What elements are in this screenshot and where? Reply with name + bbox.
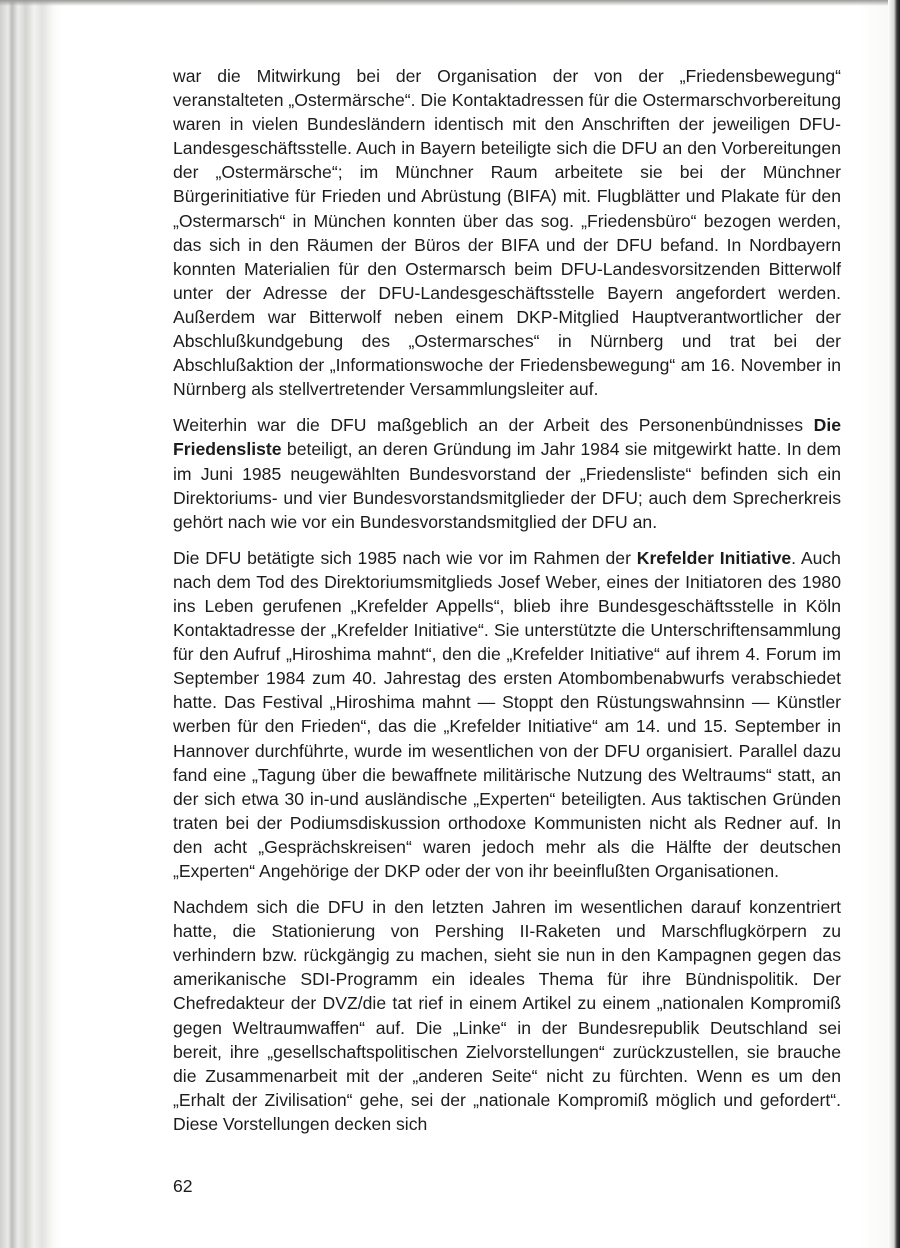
paragraph-text: beteiligt, an deren Gründung im Jahr 1984 sie mitgewirkt hatte. In dem im Juni 1985 neugewählten Bundesvorstand der „Friedensliste“ befinden sich ein Direktoriums- und vier Bundesvorstandsmitglieder der DFU; auch dem Sprecherkreis gehört nach wie vor ein Bundesvorstandsmitglied der DFU an. xyxy=(173,439,841,532)
paragraph-sdi-programm xyxy=(173,895,841,1136)
bold-term-friedensliste: Die Friedensliste xyxy=(173,415,841,460)
book-edge-right xyxy=(888,0,900,1248)
paragraph-krefelder-initiative xyxy=(173,546,841,883)
paragraph-ostermarsch xyxy=(173,64,841,401)
page-number: 62 xyxy=(173,1176,193,1196)
paragraph-friedensliste xyxy=(173,413,841,533)
paragraph-text: Weiterhin war die DFU maßgeblich an der Arbeit des Personenbündnisses xyxy=(173,415,814,436)
paragraph-text: Die DFU betätigte sich 1985 nach wie vor im Rahmen der xyxy=(173,547,637,568)
paragraph-text: . Auch nach dem Tod des Direktoriumsmitglieds Josef Weber, eines der Initiatoren des 1980 ins Leben gerufenen „Krefelder Appells“, blieb ihre Bundesgeschäftsstelle in Köln Kontaktadresse der „Krefelder Initiative“. Sie unterstützte die Unterschriftensammlung für den Aufruf „Hiroshima mahnt“, den die „Krefelder Initiative“ auf ihrem 4. Forum im September 1984 zum 40. Jahrestag des ersten Atombombenabwurfs verabschiedet hatte. Das Festival „Hiroshima mahnt — Stoppt den Rüstungswahnsinn — Künstler werben für den Frieden“, das die „Krefelder Initiative“ am 14. und 15. September in Hannover durchführte, wurde im wesentlichen von der DFU organisiert. Parallel dazu fand eine „Tagung über die bewaffnete militärische Nutzung des Weltraums“ statt, an der sich etwa 30 in-und ausländische „Experten“ beteiligten. Aus taktischen Gründen traten bei der Podiumsdiskussion orthodoxe Kommunisten nicht als Redner auf. In den acht „Gesprächskreisen“ waren jedoch mehr als die Hälfte der deutschen „Experten“ Angehörige der DKP oder der von ihr beeinflußten Organisationen. xyxy=(173,547,841,881)
paragraph-text: war die Mitwirkung bei der Organisation der von der „Friedensbewegung“ veranstalteten „Ostermärsche“. Die Kontaktadressen für die Ostermarschvorbereitung waren in vielen Bundesländern identisch mit den Anschriften der jeweiligen DFU- Landesgeschäftsstelle. Auch in Bayern beteiligte sich die DFU an den Vorbereitungen der „Ostermärsche“; im Münchner Raum arbeitete sie bei der Münchner Bürgerinitiative für Frieden und Abrüstung (BIFA) mit. Flugblätter und Plakate für den „Ostermarsch“ in München konnten über das sog. „Friedensbüro“ bezogen werden, das sich in den Räumen der Büros der BIFA und der DFU befand. In Nordbayern konnten Materialien für den Ostermarsch beim DFU-Landesvorsitzenden Bitterwolf unter der Adresse der DFU-Landesgeschäftsstelle Bayern angefordert werden. Außerdem war Bitterwolf neben einem DKP-Mitglied Hauptverantwortlicher der Abschlußkundgebung des „Ostermarsches“ in Nürnberg und trat bei der Abschlußaktion der „Informationswoche der Friedensbewegung“ am 16. November in Nürnberg als stellvertretender Versammlungsleiter auf. xyxy=(173,66,841,400)
body-text xyxy=(173,64,841,1148)
book-spine-shadow-left xyxy=(0,0,62,1248)
paragraph-text: Nachdem sich die DFU in den letzten Jahren im wesentlichen darauf konzentriert hatte, die Stationierung von Pershing II-Raketen und Marschflugkörpern zu verhindern bzw. rückgängig zu machen, sieht sie nun in den Kampagnen gegen das amerikanische SDI-Programm ein ideales Thema für ihre Bündnispolitik. Der Chefredakteur der DVZ/die tat rief in einem Artikel zu einem „nationalen Kompromiß gegen Weltraumwaffen“ auf. Die „Linke“ in der Bundesrepublik Deutschland sei bereit, ihre „gesellschaftspolitischen Zielvorstellungen“ zurückzustellen, sie brauche die Zusammenarbeit mit der „anderen Seite“ nicht zu fürchten. Wenn es um den „Erhalt der Zivilisation“ gehe, sei der „nationale Kompromiß möglich und gefordert“. Diese Vorstellungen decken sich xyxy=(173,897,841,1134)
bold-term-krefelder-initiative: Krefelder Initiative xyxy=(636,547,792,568)
